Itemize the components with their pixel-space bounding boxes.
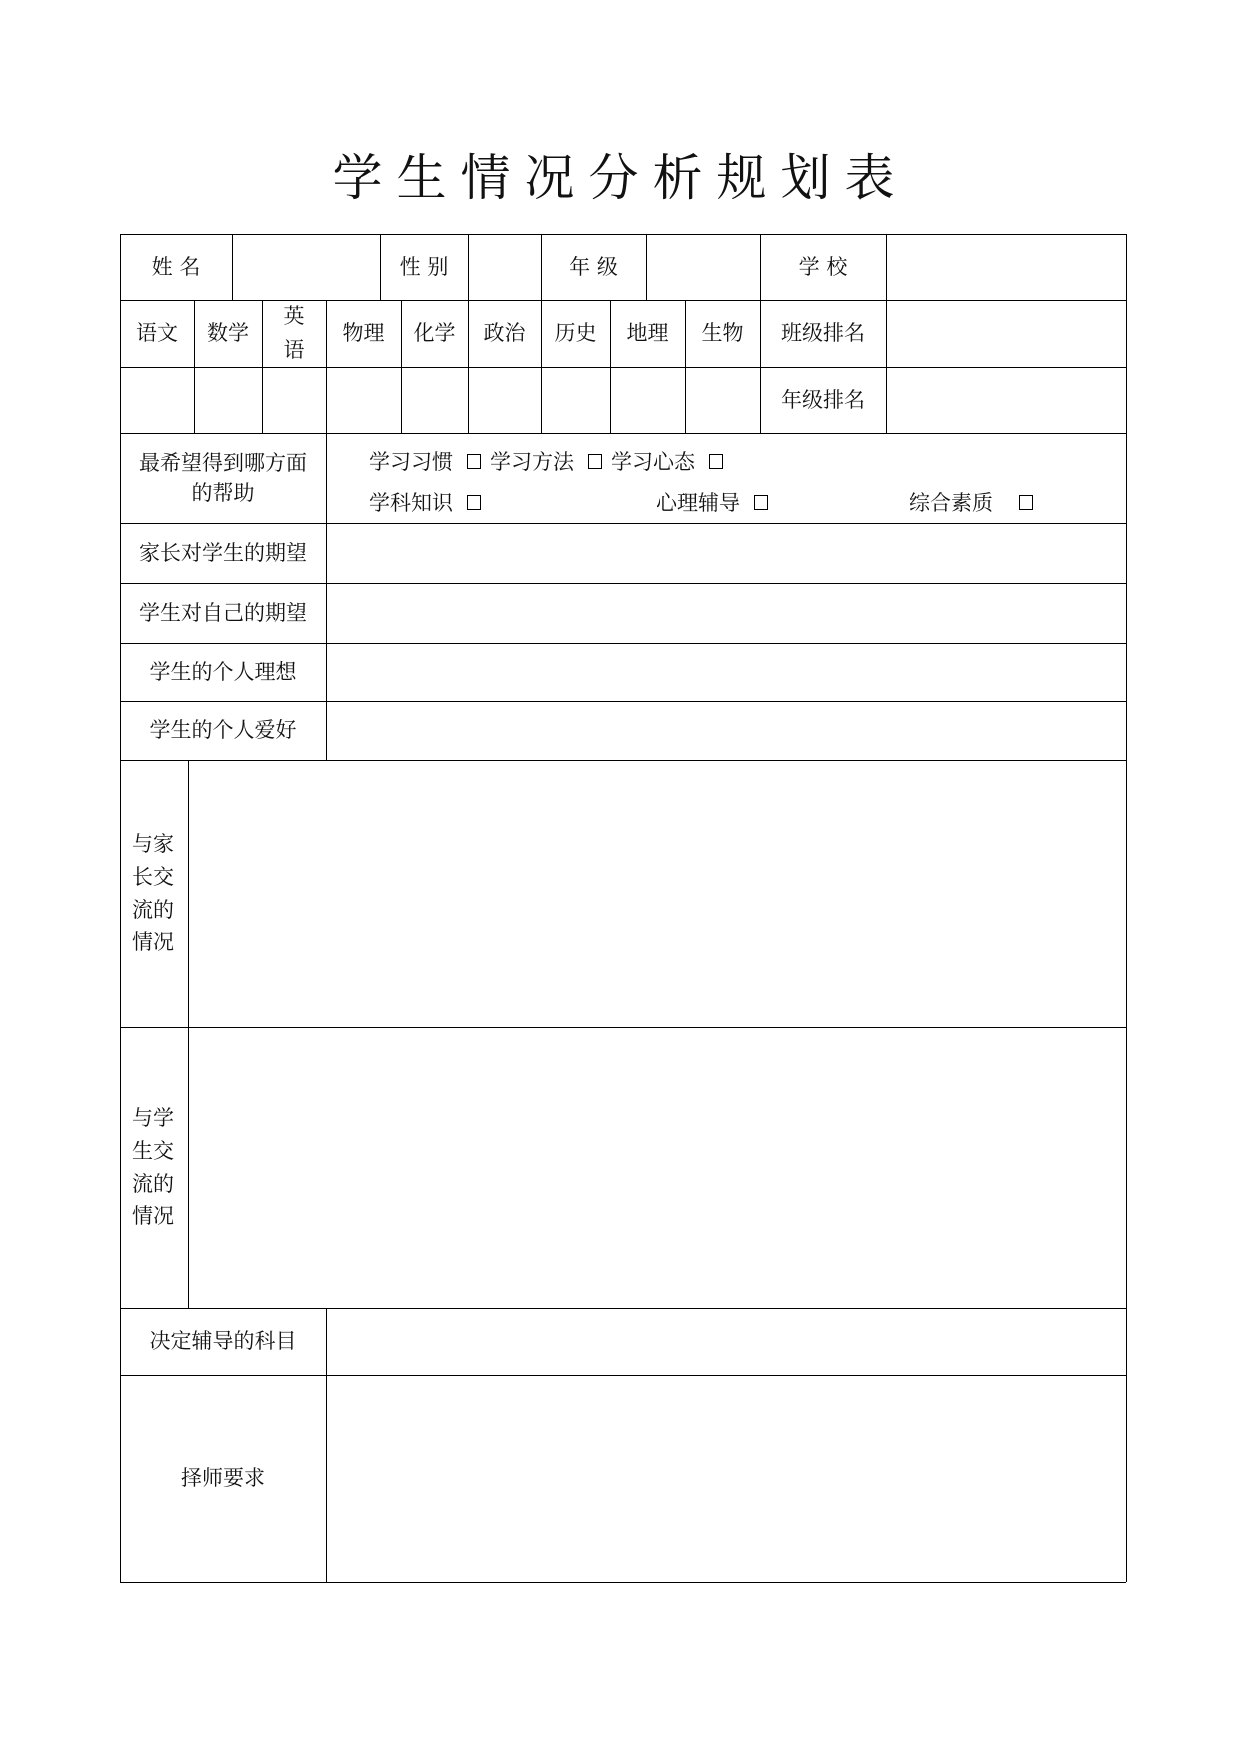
teacher-requirements-label: 择师要求 <box>181 1466 265 1491</box>
subject-english: 英语 <box>283 303 305 362</box>
score-field-chinese[interactable] <box>120 367 194 433</box>
parent-expectation-field[interactable] <box>326 523 1126 583</box>
score-field-history[interactable] <box>541 367 610 433</box>
parent-communication-field[interactable] <box>188 760 1126 1027</box>
score-field-geography[interactable] <box>610 367 685 433</box>
checkbox-icon[interactable] <box>467 454 481 469</box>
subject-biology: 生物 <box>701 321 744 346</box>
grade-field[interactable] <box>646 234 760 300</box>
gender-field[interactable] <box>468 234 541 300</box>
score-field-math[interactable] <box>194 367 262 433</box>
parent-expectation-label: 家长对学生的期望 <box>139 540 307 565</box>
personal-hobby-label: 学生的个人爱好 <box>149 718 297 743</box>
student-expectation-field[interactable] <box>326 583 1126 643</box>
subject-chinese: 语文 <box>136 321 178 346</box>
parent-communication-label: 与家长交流的情况 <box>131 832 174 955</box>
option-study-methods[interactable]: 学习方法 <box>490 446 602 476</box>
subject-politics: 政治 <box>483 321 526 346</box>
checkbox-icon[interactable] <box>467 495 481 510</box>
teacher-requirements-field[interactable] <box>326 1375 1126 1582</box>
personal-hobby-field[interactable] <box>326 701 1126 760</box>
gender-label: 性 别 <box>399 254 449 279</box>
score-field-chemistry[interactable] <box>401 367 468 433</box>
name-field[interactable] <box>232 234 380 300</box>
subject-math: 数学 <box>207 321 249 346</box>
school-label: 学 校 <box>798 254 848 279</box>
option-overall-quality[interactable]: 综合素质 <box>909 487 1033 517</box>
student-communication-field[interactable] <box>188 1027 1126 1308</box>
score-field-english[interactable] <box>262 367 326 433</box>
checkbox-icon[interactable] <box>588 454 602 469</box>
option-study-habits[interactable]: 学习习惯 <box>369 446 481 476</box>
score-field-politics[interactable] <box>468 367 541 433</box>
student-expectation-label: 学生对自己的期望 <box>139 600 307 625</box>
score-field-biology[interactable] <box>685 367 760 433</box>
class-rank-label: 班级排名 <box>781 321 865 346</box>
grade-label: 年 级 <box>569 254 618 279</box>
class-rank-field[interactable] <box>886 300 1126 367</box>
subject-physics: 物理 <box>342 321 385 346</box>
checkbox-icon[interactable] <box>709 454 723 469</box>
grade-rank-field[interactable] <box>886 367 1126 433</box>
subject-chemistry: 化学 <box>413 321 456 346</box>
personal-ideal-label: 学生的个人理想 <box>149 659 297 684</box>
tutoring-subjects-label: 决定辅导的科目 <box>149 1329 297 1354</box>
school-field[interactable] <box>886 234 1126 300</box>
name-label: 姓 名 <box>151 254 201 279</box>
grade-rank-label: 年级排名 <box>781 387 865 412</box>
option-subject-knowledge[interactable]: 学科知识 <box>369 487 481 517</box>
checkbox-icon[interactable] <box>754 495 768 510</box>
help-label: 最希望得到哪方面的帮助 <box>139 450 307 505</box>
personal-ideal-field[interactable] <box>326 643 1126 701</box>
page-title: 学生情况分析规划表 <box>332 149 909 207</box>
student-communication-label: 与学生交流的情况 <box>131 1106 174 1229</box>
option-study-mindset[interactable]: 学习心态 <box>611 446 723 476</box>
subject-geography: 地理 <box>626 321 669 346</box>
tutoring-subjects-field[interactable] <box>326 1308 1126 1375</box>
option-psychological-counseling[interactable]: 心理辅导 <box>656 487 768 517</box>
subject-history: 历史 <box>554 321 597 346</box>
checkbox-icon[interactable] <box>1019 495 1033 510</box>
score-field-physics[interactable] <box>326 367 401 433</box>
